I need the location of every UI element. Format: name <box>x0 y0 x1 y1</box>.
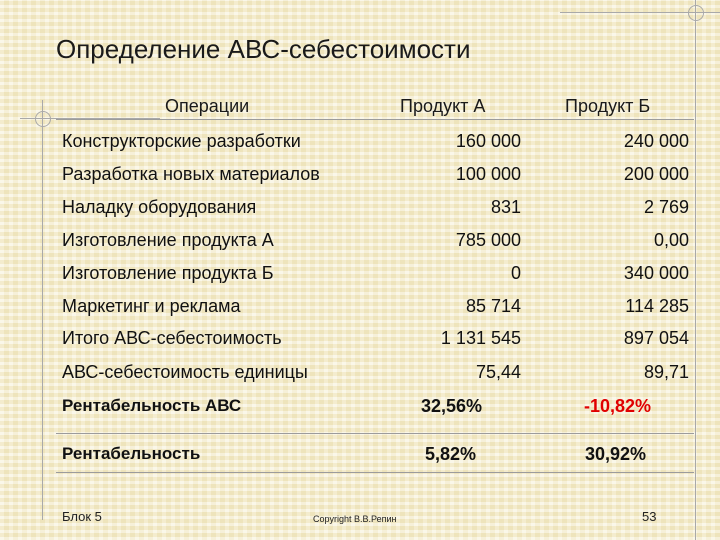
row-value-a: 100 000 <box>455 164 521 184</box>
table-row <box>0 164 720 196</box>
table-row <box>0 296 720 328</box>
decor-circle-top-right <box>688 5 704 21</box>
row-value-a: 0 <box>510 263 521 283</box>
profit-value-b: 30,92% <box>584 444 646 464</box>
profit-abc-value-a: 32,56% <box>420 396 482 416</box>
profit-row <box>0 444 720 476</box>
row-value-a: 160 000 <box>455 131 521 151</box>
table-row <box>0 263 720 295</box>
row-value-b: 340 000 <box>623 263 689 283</box>
header-operations: Операции <box>165 96 250 116</box>
row-value-a: 85 714 <box>465 296 521 316</box>
footer-copyright: Copyright В.В.Репин <box>313 514 397 524</box>
footer-block-label: Блок 5 <box>62 509 102 524</box>
table-row <box>0 328 720 360</box>
row-value-b: 89,71 <box>643 362 689 382</box>
table-row <box>0 197 720 229</box>
profit-value-a: 5,82% <box>424 444 476 464</box>
page-title: Определение АВС-себестоимости <box>56 34 471 64</box>
row-value-b: 200 000 <box>623 164 689 184</box>
row-label: Маркетинг и реклама <box>62 296 241 316</box>
row-value-b: 0,00 <box>653 230 689 250</box>
row-label: Изготовление продукта А <box>62 230 274 250</box>
row-value-b: 240 000 <box>623 131 689 151</box>
profit-abc-row <box>0 396 720 428</box>
row-label: АВС-себестоимость единицы <box>62 362 308 382</box>
table-divider-profit <box>56 433 694 434</box>
header-product-a: Продукт А <box>400 96 486 116</box>
row-value-a: 831 <box>490 197 521 217</box>
row-value-b: 2 769 <box>643 197 689 217</box>
row-label: Наладку оборудования <box>62 197 257 217</box>
table-row <box>0 230 720 262</box>
profit-label: Рентабельность <box>62 444 201 463</box>
row-value-a: 75,44 <box>475 362 521 382</box>
row-value-b: 897 054 <box>623 328 689 348</box>
row-label: Итого АВС-себестоимость <box>62 328 282 348</box>
row-label: Конструкторские разработки <box>62 131 301 151</box>
profit-abc-value-b: -10,82% <box>583 396 651 416</box>
row-value-a: 785 000 <box>455 230 521 250</box>
row-value-b: 114 285 <box>625 296 689 316</box>
header-product-b: Продукт Б <box>565 96 651 116</box>
footer-page-number: 53 <box>642 509 657 524</box>
decor-circle-left <box>35 111 51 127</box>
table-row <box>0 131 720 163</box>
row-value-a: 1 131 545 <box>440 328 521 348</box>
row-label: Изготовление продукта Б <box>62 263 274 283</box>
table-row <box>0 362 720 394</box>
row-label: Разработка новых материалов <box>62 164 320 184</box>
profit-abc-label: Рентабельность АВС <box>62 396 242 415</box>
